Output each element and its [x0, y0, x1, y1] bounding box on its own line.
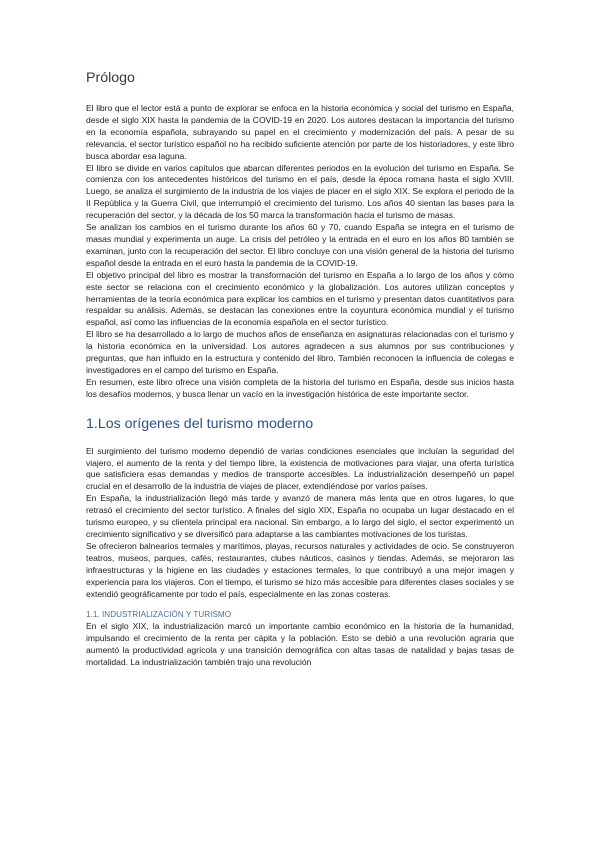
chapter-paragraph-2: En España, la industrialización llegó más tarde y avanzó de manera más lenta que en otros lugares, lo que retrasó el crecimiento del sector turístico. A finales del siglo XIX, España no ocupaba un lugar destacado en el turismo europeo, y su clientela principal era nacional. Sin embargo, a lo largo del siglo, el sector experimentó un crecimiento significativo y se diversificó para adaptarse a las cambiantes motivaciones de los turistas.: [86, 493, 514, 539]
prologue-paragraph-2: El libro se divide en varios capítulos que abarcan diferentes periodos en la evolución del turismo en España. Se comienza con los antecedentes históricos del turismo en el país, desde la época romana hasta el siglo XVIII. Luego, se analiza el surgimiento de la industria de los viajes de placer en el siglo XIX. Se explora el periodo de la II República y la Guerra Civil, que interrumpió el crecimiento del turismo. Los años 40 sientan las bases para la recuperación del sector, y la década de los 50 marca la transformación hacia el turismo de masas.: [86, 162, 514, 221]
document-page: [86, 70, 514, 669]
chapter-title: 1.Los orígenes del turismo moderno: [86, 415, 314, 432]
prologue-title: Prólogo: [86, 70, 135, 86]
prologue-paragraph-3: Se analizan los cambios en el turismo durante los años 60 y 70, cuando España se integra en el turismo de masas mundial y experimenta un auge. La crisis del petróleo y la entrada en el euro en los años 80 también se examinan, junto con la recuperación del sector. El libro concluye con una visión general de la historia del turismo español desde la entrada en el euro hasta la pandemia de la COVID-19.: [86, 222, 514, 268]
prologue-paragraph-5: El libro se ha desarrollado a lo largo de muchos años de enseñanza en asignaturas relacionadas con el turismo y la historia económica en la universidad. Los autores agradecen a sus alumnos por sus contribuciones y preguntas, que han influido en la estructura y contenido del libro. También reconocen la influencia de colegas e investigadores en el campo del turismo en España.: [86, 329, 514, 375]
prologue-paragraph-1: El libro que el lector está a punto de explorar se enfoca en la historia económica y social del turismo en España, desde el siglo XIX hasta la pandemia de la COVID-19 en 2020. Los autores destacan la importancia del turismo en la economía española, subrayando su papel en el crecimiento y modernización del país. A pesar de su relevancia, el sector turístico español no ha recibido suficiente atención por parte de los historiadores, y este libro busca abordar esa laguna.: [86, 103, 514, 161]
chapter-paragraph-1: El surgimiento del turismo moderno dependió de varias condiciones esenciales que incluían la seguridad del viajero, el aumento de la renta y del tiempo libre, la existencia de motivaciones para viajar, una oferta turística que satisficiera esas demandas y medios de transporte accesibles. La industrialización desempeñó un papel crucial en el desarrollo de la industria de viajes de placer, extendiéndose por varios países.: [86, 445, 514, 492]
prologue-paragraph-6: En resumen, este libro ofrece una visión completa de la historia del turismo en España, desde sus inicios hasta los desafíos modernos, y busca llenar un vacío en la investigación histórica de este importante sector.: [86, 376, 514, 399]
section-title: 1.1. INDUSTRIALIZACIÓN Y TURISMO: [86, 610, 232, 620]
section-paragraph: En el siglo XIX, la industrialización marcó un importante cambio económico en la historia de la humanidad, impulsando el crecimiento de la renta per cápita y la población. Esto se debió a una revolución agraria que aumentó la productividad agrícola y una transición demográfica con altas tasas de natalidad y bajas tasas de mortalidad. La industrialización también trajo una revolución: [86, 621, 514, 668]
prologue-paragraph-4: El objetivo principal del libro es mostrar la transformación del turismo en España a lo largo de los años y cómo este sector se relaciona con el crecimiento económico y la globalización. Los autores utilizan conceptos y herramientas de la teoría económica para explicar los cambios en el turismo y presentan datos cuantitativos para respaldar su análisis. Además, se destacan las conexiones entre la coyuntura económica mundial y el turismo español, así como las influencias de la economía española en el sector turístico.: [86, 269, 514, 328]
chapter-paragraph-3: Se ofrecieron balnearios termales y marítimos, playas, recursos naturales y actividades de ocio. Se construyeron teatros, museos, parques, cafés, restaurantes, clubes náuticos, casinos y tiendas. Además, se mejoraron las infraestructuras y la higiene en las ciudades y estaciones termales, lo que contribuyó a una mejor imagen y experiencia para los viajeros. Con el tiempo, el turismo se hizo más accesible para diferentes clases sociales y se extendió geográficamente por todo el país, especialmente en las zonas costeras.: [86, 540, 514, 599]
